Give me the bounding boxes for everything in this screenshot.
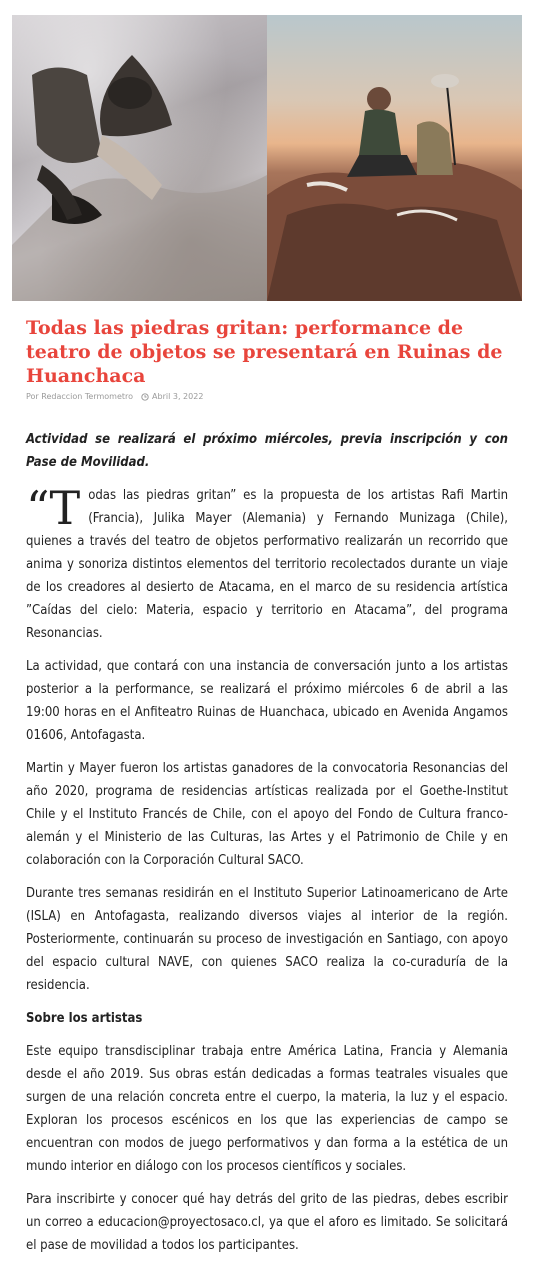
article-lead: Actividad se realizará el próximo miércoles, previa inscripción y con Pase de Movilidad.	[26, 432, 508, 470]
publish-date: Abril 3, 2022	[152, 392, 204, 401]
paragraph-2: La actividad, que contará con una instancia de conversación junto a los artistas posterior a la performance, se realizará el próximo miércoles 6 de abril a las 19:00 horas en el Anfiteatro Ruinas de Huanchaca, ubicado en Avenida Angamos 01606, Antofagasta.	[26, 659, 508, 743]
date-stamp	[141, 392, 203, 401]
article-title: Todas las piedras gritan: performance de teatro de objetos se presentará en Ruinas de Huanchaca	[26, 317, 503, 387]
paragraph-3: Martin y Mayer fueron los artistas ganadores de la convocatoria Resonancias del año 2020, programa de residencias artísticas realizada por el Goethe-Institut Chile y el Instituto Francés de Chile, con el apoyo del Fondo de Cultura franco-alemán y el Ministerio de las Culturas, las Artes y el Patrimonio de Chile y en colaboración con la Corporación Cultural SACO.	[26, 761, 508, 868]
paragraph-4: Durante tres semanas residirán en el Instituto Superior Latinoamericano de Arte (ISLA) en Antofagasta, realizando diversos viajes al interior de la región. Posteriormente, continuarán su proceso de investigación en Santiago, con apoyo del espacio cultural NAVE, con quienes SACO realiza la co-curaduría de la residencia.	[26, 886, 508, 993]
photo-left-illustration	[12, 15, 267, 301]
photo-salt-flat-explorer	[12, 15, 267, 301]
clock-icon	[141, 393, 149, 401]
paragraph-1	[26, 481, 508, 645]
paragraph-1-text: odas las piedras gritan” es la propuesta de los artistas Rafi Martin (Francia), Julika Mayer (Alemania) y Fernando Munizaga (Chile), quienes a través del teatro de objetos performativo realizarán un recorrido que anima y sonoriza distintos elementos del territorio recolectados durante un viaje de los creadores al desierto de Atacama, en el marco de su residencia artística ”Caídas del cielo: Materia, espacio y territorio en Atacama”, del programa Resonancias.	[26, 488, 508, 641]
author-byline[interactable]: Por Redaccion Termometro	[26, 392, 134, 401]
photo-right-illustration	[267, 15, 522, 301]
section-heading-artists: Sobre los artistas	[26, 1011, 143, 1026]
hero-image	[12, 15, 522, 301]
article-meta	[26, 392, 203, 401]
dropcap-letter: “T	[26, 481, 81, 535]
paragraph-5: Este equipo transdisciplinar trabaja entre América Latina, Francia y Alemania desde el año 2019. Sus obras están dedicadas a formas teatrales visuales que surgen de una relación concreta entre el cuerpo, la materia, la luz y el espacio. Exploran los procesos escénicos en los que las experiencias de campo se encuentran con modos de juego performativos y dan forma a la estética de un mundo interior en diálogo con los procesos científicos y sociales.	[26, 1044, 508, 1174]
article-body	[26, 428, 508, 1267]
photo-rock-artists	[267, 15, 522, 301]
paragraph-6: Para inscribirte y conocer qué hay detrás del grito de las piedras, debes escribir un correo a educacion@proyectosaco.cl, ya que el aforo es limitado. Se solicitará el pase de movilidad a todos los participantes.	[26, 1192, 508, 1253]
